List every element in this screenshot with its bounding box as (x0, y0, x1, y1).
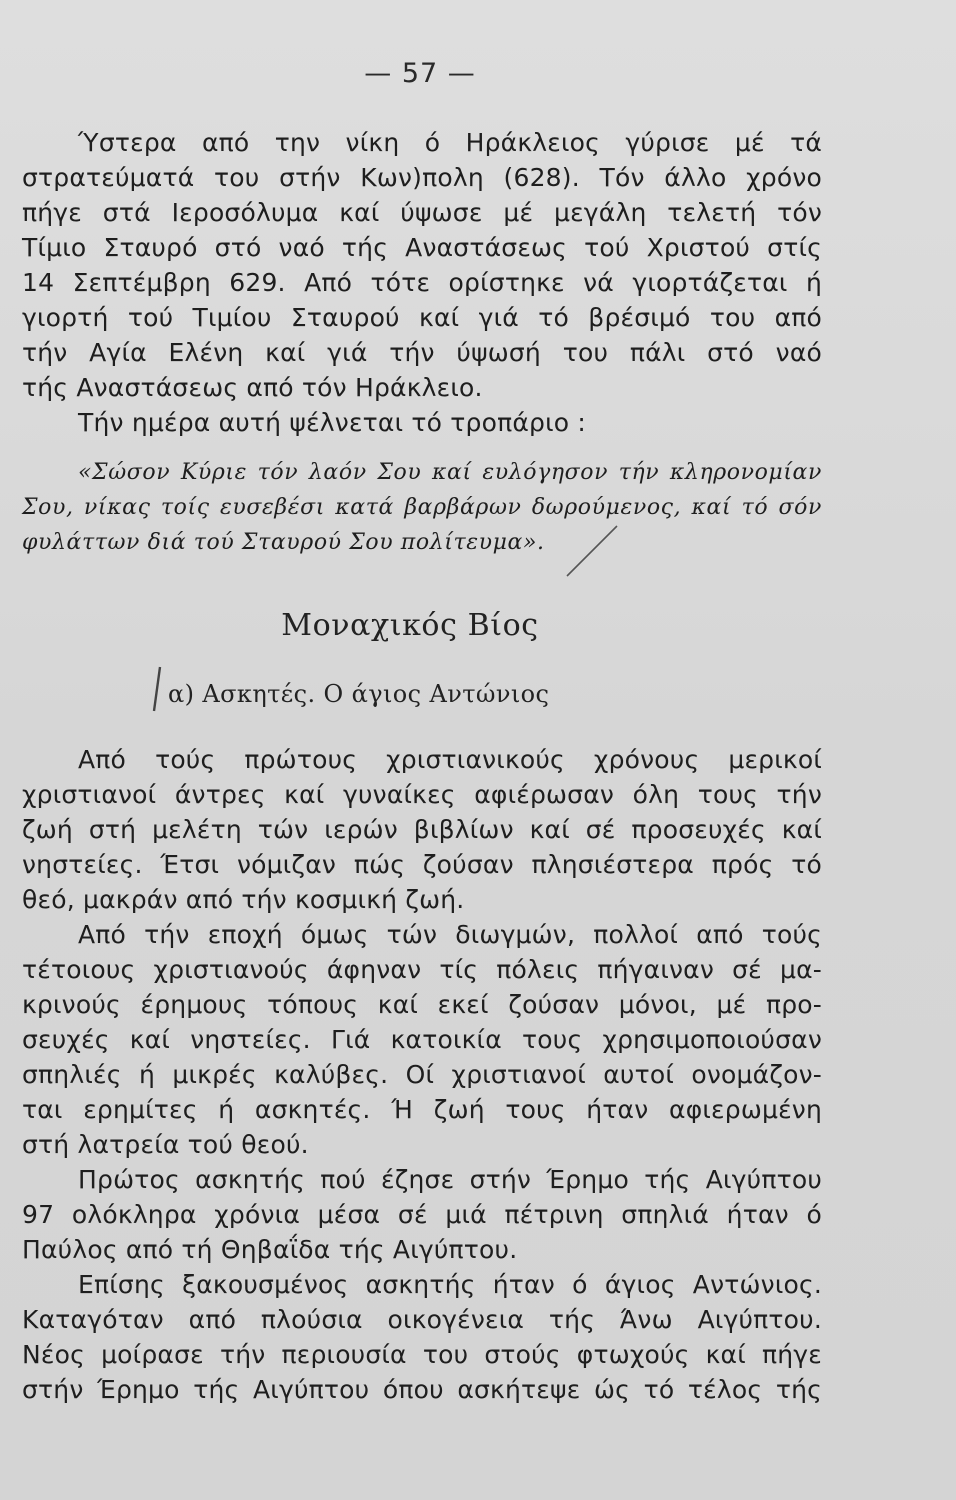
section-subtitle: α) Ασκητές. Ο άγιος Αντώνιος (168, 680, 550, 708)
text-line: τέτοιους χριστιανούς άφηναν τίς πόλεις πήγαιναν σέ μα- (22, 955, 822, 984)
text-line: κρινούς έρημους τόπους καί εκεί ζούσαν μόνοι, μέ προ- (22, 990, 822, 1019)
text-line: ζωή στή μελέτη τών ιερών βιβλίων καί σέ προσευχές καί (22, 815, 822, 844)
text-line: τής Αναστάσεως από τόν Ηράκλειο. (22, 373, 483, 402)
text-line: Πρώτος ασκητής πού έζησε στήν Έρημο τής Αιγύπτου (78, 1165, 822, 1194)
pencil-slash-mark (555, 520, 625, 580)
text-line: θεό, μακράν από τήν κοσμική ζωή. (22, 885, 465, 914)
text-line: Νέος μοίρασε τήν περιουσία του στούς φτωχούς καί πήγε (22, 1340, 822, 1369)
text-line: Επίσης ξακουσμένος ασκητής ήταν ό άγιος Αντώνιος. (78, 1270, 822, 1299)
text-line: στήν Έρημο τής Αιγύπτου όπου ασκήτεψε ώς τό τέλος τής (22, 1375, 822, 1404)
text-line: Τήν ημέρα αυτή ψέλνεται τό τροπάριο : (78, 408, 587, 437)
text-line: Από τούς πρώτους χριστιανικούς χρόνους μερικοί (78, 745, 822, 774)
page-number: — 57 — (364, 58, 476, 89)
troparion-line: «Σώσον Κύριε τόν λαόν Σου καί ευλόγησον τήν κληρονομίαν (78, 460, 822, 485)
pencil-check-mark (150, 665, 164, 713)
text-line: χριστιανοί άντρες καί γυναίκες αφιέρωσαν όλη τους τήν (22, 780, 822, 809)
text-line: Από τήν εποχή όμως τών διωγμών, πολλοί από τούς (78, 920, 822, 949)
text-line: Ύστερα από την νίκη ό Ηράκλειος γύρισε μέ τά (78, 128, 822, 157)
text-line: νηστείες. Έτσι νόμιζαν πώς ζούσαν πλησιέστερα πρός τό (22, 850, 822, 879)
text-line: 97 ολόκληρα χρόνια μέσα σέ μιά πέτρινη σπηλιά ήταν ό (22, 1200, 822, 1229)
text-line: στρατεύματά του στήν Κων)πολη (628). Τόν άλλο χρόνο (22, 163, 822, 192)
text-line: στή λατρεία τού θεού. (22, 1130, 309, 1159)
paragraph-ascetics (22, 742, 822, 1407)
text-line: ται ερημίτες ή ασκητές. Ή ζωή τους ήταν αφιερωμένη (22, 1095, 822, 1124)
paragraph-heraclius (22, 125, 822, 440)
text-line: γιορτή τού Τιμίου Σταυρού καί γιά τό βρέσιμό του από (22, 303, 822, 332)
text-line: Καταγόταν από πλούσια οικογένεια τής Άνω Αιγύπτου. (22, 1305, 822, 1334)
troparion-quote (22, 455, 822, 560)
text-line: πήγε στά Ιεροσόλυμα καί ύψωσε μέ μεγάλη τελετή τόν (22, 198, 822, 227)
text-line: σπηλιές ή μικρές καλύβες. Οί χριστιανοί αυτοί ονομάζον- (22, 1060, 822, 1089)
section-title: Μοναχικός Βίος (281, 608, 539, 643)
text-line: Τίμιο Σταυρό στό ναό τής Αναστάσεως τού Χριστού στίς (22, 233, 822, 262)
troparion-line: φυλάττων διά τού Σταυρού Σου πολίτευμα». (22, 530, 545, 555)
text-line: 14 Σεπτέμβρη 629. Από τότε ορίστηκε νά γιορτάζεται ή (22, 268, 822, 297)
troparion-line: Σου, νίκας τοίς ευσεβέσι κατά βαρβάρων δωρούμενος, καί τό σόν (22, 495, 822, 520)
text-line: σευχές καί νηστείες. Γιά κατοικία τους χρησιμοποιούσαν (22, 1025, 822, 1054)
text-line: τήν Αγία Ελένη καί γιά τήν ύψωσή του πάλι στό ναό (22, 338, 822, 367)
text-line: Παύλος από τή Θηβαΐδα τής Αιγύπτου. (22, 1235, 518, 1264)
